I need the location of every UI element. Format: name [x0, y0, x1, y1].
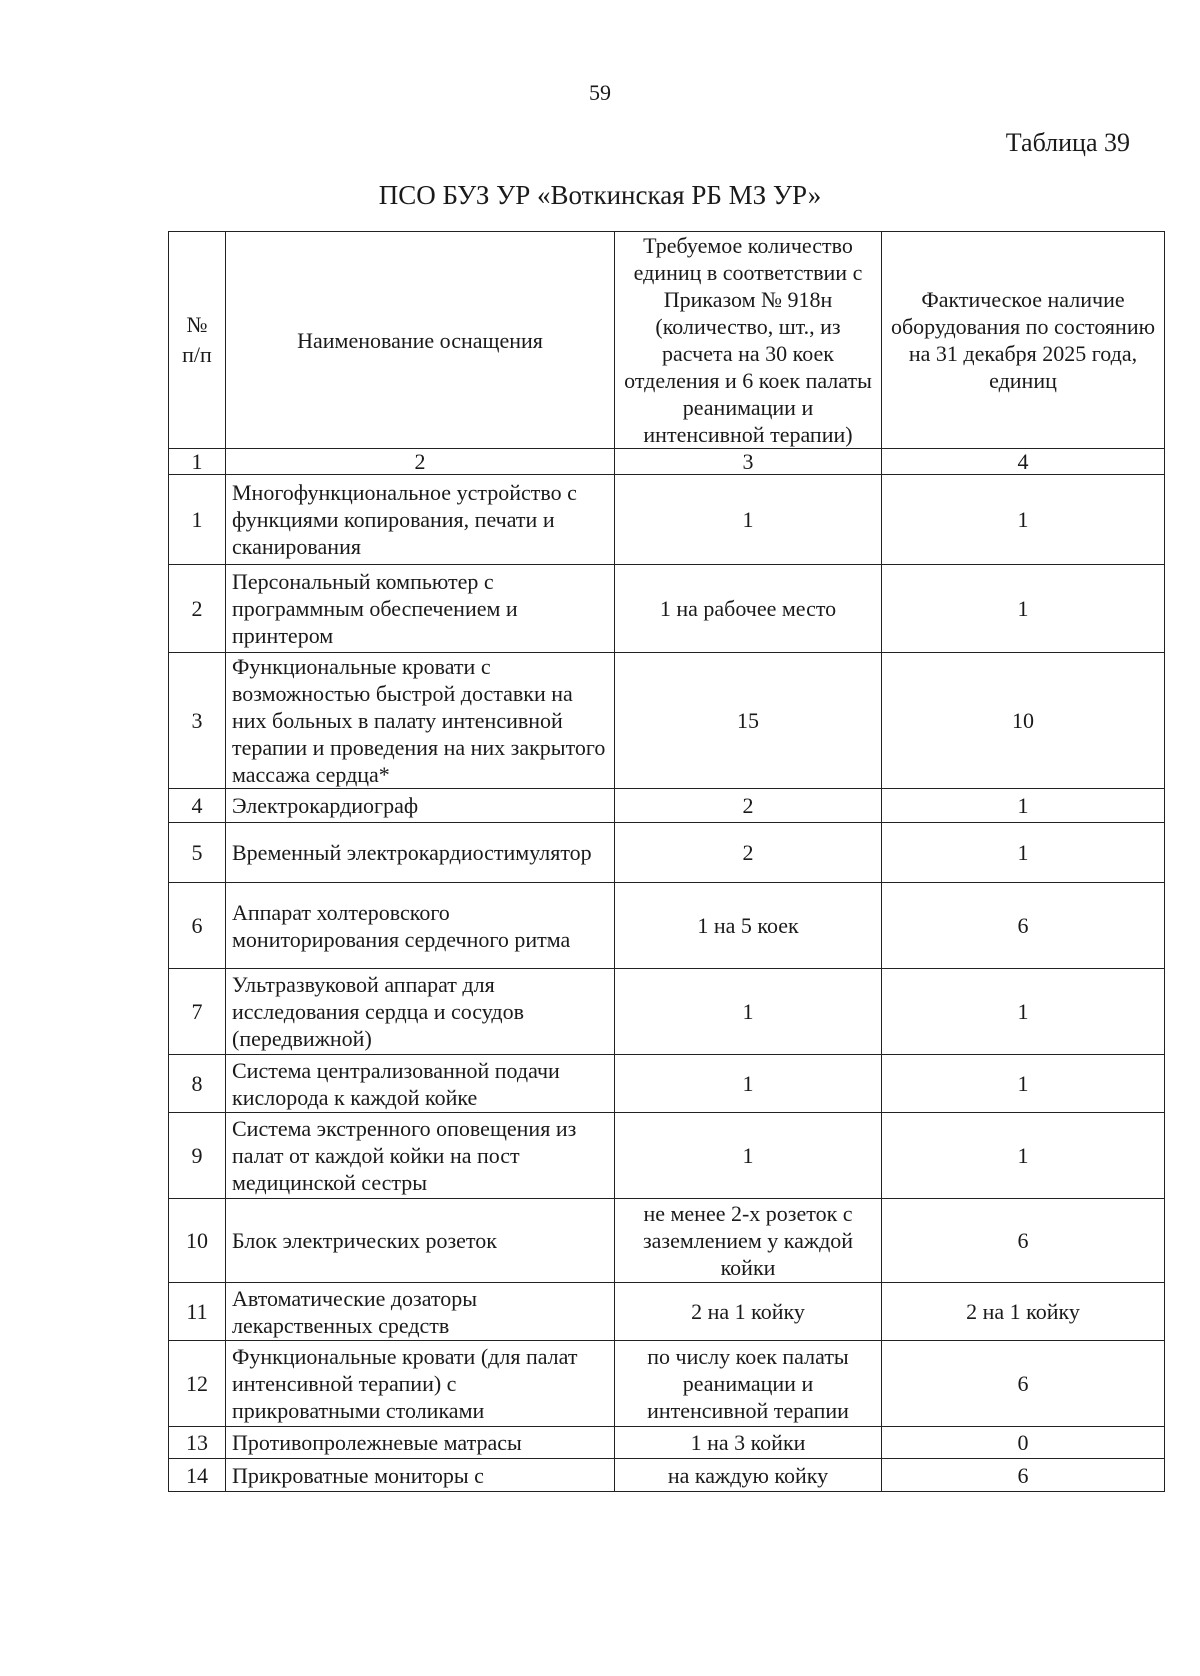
- row-number-cell: 8: [169, 1055, 226, 1113]
- row-actual-cell: 1: [882, 789, 1165, 823]
- row-actual-cell: 1: [882, 1055, 1165, 1113]
- row-number-cell: 5: [169, 823, 226, 883]
- row-actual-cell: 1: [882, 475, 1165, 565]
- column-index-cell: 4: [882, 449, 1165, 475]
- header-cell-number: [169, 232, 226, 449]
- row-name-cell: Многофункциональное устройство с функциями копирования, печати и сканирования: [226, 475, 615, 565]
- page-number: 59: [589, 80, 611, 105]
- column-index-cell: 1: [169, 449, 226, 475]
- table-row: [169, 1427, 1165, 1459]
- table-row: [169, 1055, 1165, 1113]
- row-name-cell: Функциональные кровати с возможностью быстрой доставки на них больных в палату интенсивной терапии и проведения на них закрытого массажа сердца*: [226, 653, 615, 789]
- row-required-cell: 1: [615, 1113, 882, 1199]
- row-number-cell: 10: [169, 1199, 226, 1283]
- column-index-cell: 2: [226, 449, 615, 475]
- row-number-cell: 3: [169, 653, 226, 789]
- row-actual-cell: 1: [882, 969, 1165, 1055]
- row-required-cell: 2 на 1 койку: [615, 1283, 882, 1341]
- row-actual-cell: 1: [882, 823, 1165, 883]
- table-row: [169, 823, 1165, 883]
- row-name-cell: Электрокардиограф: [226, 789, 615, 823]
- row-required-cell: 2: [615, 789, 882, 823]
- row-required-cell: 1: [615, 1055, 882, 1113]
- row-number-cell: 13: [169, 1427, 226, 1459]
- table-row: [169, 1283, 1165, 1341]
- row-actual-cell: 6: [882, 1341, 1165, 1427]
- table-label: Таблица 39: [1005, 128, 1130, 157]
- row-name-cell: Аппарат холтеровского мониторирования сердечного ритма: [226, 883, 615, 969]
- table-header-row: [169, 232, 1165, 449]
- row-required-cell: 1: [615, 475, 882, 565]
- table-row: [169, 565, 1165, 653]
- row-required-cell: 1: [615, 969, 882, 1055]
- table-body: [169, 475, 1165, 1492]
- table-row: [169, 1341, 1165, 1427]
- row-number-cell: 6: [169, 883, 226, 969]
- row-actual-cell: 2 на 1 койку: [882, 1283, 1165, 1341]
- document-title: ПСО БУЗ УР «Воткинская РБ МЗ УР»: [378, 180, 822, 210]
- row-name-cell: Персональный компьютер с программным обеспечением и принтером: [226, 565, 615, 653]
- row-actual-cell: 6: [882, 1199, 1165, 1283]
- row-actual-cell: 1: [882, 565, 1165, 653]
- row-name-cell: Функциональные кровати (для палат интенсивной терапии) с прикроватными столиками: [226, 1341, 615, 1427]
- table-row: [169, 653, 1165, 789]
- row-actual-cell: 6: [882, 1459, 1165, 1492]
- row-required-cell: 2: [615, 823, 882, 883]
- table-row: [169, 1459, 1165, 1492]
- table-row: [169, 969, 1165, 1055]
- row-number-cell: 14: [169, 1459, 226, 1492]
- row-required-cell: по числу коек палаты реанимации и интенсивной терапии: [615, 1341, 882, 1427]
- column-index-row: [169, 449, 1165, 475]
- row-number-cell: 7: [169, 969, 226, 1055]
- row-name-cell: Система централизованной подачи кислорода к каждой койке: [226, 1055, 615, 1113]
- row-name-cell: Временный электрокардиостимулятор: [226, 823, 615, 883]
- table-row: [169, 883, 1165, 969]
- row-number-cell: 11: [169, 1283, 226, 1341]
- row-actual-cell: 10: [882, 653, 1165, 789]
- row-required-cell: 15: [615, 653, 882, 789]
- row-name-cell: Блок электрических розеток: [226, 1199, 615, 1283]
- header-cell-name: Наименование оснащения: [226, 232, 615, 449]
- row-name-cell: Автоматические дозаторы лекарственных средств: [226, 1283, 615, 1341]
- header-cell-actual: Фактическое наличие оборудования по состоянию на 31 декабря 2025 года, единиц: [882, 232, 1165, 449]
- column-index-cell: 3: [615, 449, 882, 475]
- row-required-cell: 1 на рабочее место: [615, 565, 882, 653]
- row-number-cell: 12: [169, 1341, 226, 1427]
- row-actual-cell: 1: [882, 1113, 1165, 1199]
- row-number-cell: 1: [169, 475, 226, 565]
- row-required-cell: 1 на 5 коек: [615, 883, 882, 969]
- table-row: [169, 1113, 1165, 1199]
- equipment-table: [168, 231, 1165, 1492]
- row-actual-cell: 6: [882, 883, 1165, 969]
- row-required-cell: на каждую койку: [615, 1459, 882, 1492]
- row-required-cell: не менее 2-х розеток с заземлением у каждой койки: [615, 1199, 882, 1283]
- header-cell-required: Требуемое количество единиц в соответствии с Приказом № 918н (количество, шт., из расчета на 30 коек отделения и 6 коек палаты реанимации и интенсивной терапии): [615, 232, 882, 449]
- row-number-cell: 9: [169, 1113, 226, 1199]
- table-row: [169, 475, 1165, 565]
- row-required-cell: 1 на 3 койки: [615, 1427, 882, 1459]
- row-actual-cell: 0: [882, 1427, 1165, 1459]
- row-number-cell: 4: [169, 789, 226, 823]
- header-number-line1: №: [186, 312, 208, 337]
- row-name-cell: Ультразвуковой аппарат для исследования сердца и сосудов (передвижной): [226, 969, 615, 1055]
- header-number-line2: п/п: [182, 342, 212, 367]
- table-row: [169, 789, 1165, 823]
- row-name-cell: Противопролежневые матрасы: [226, 1427, 615, 1459]
- table-row: [169, 1199, 1165, 1283]
- row-number-cell: 2: [169, 565, 226, 653]
- row-name-cell: Система экстренного оповещения из палат от каждой койки на пост медицинской сестры: [226, 1113, 615, 1199]
- row-name-cell: Прикроватные мониторы с: [226, 1459, 615, 1492]
